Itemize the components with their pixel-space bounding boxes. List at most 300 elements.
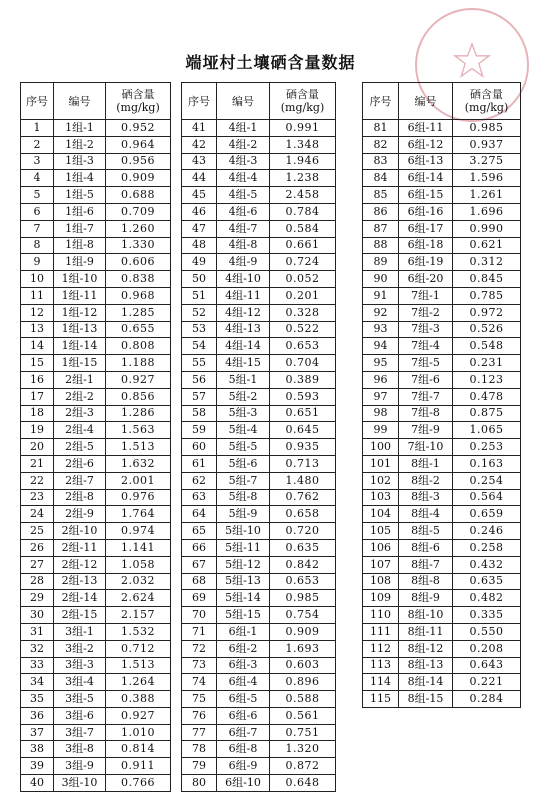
seq-cell: 30 [21, 607, 54, 624]
value-cell: 0.688 [106, 187, 171, 204]
value-cell: 1.330 [106, 237, 171, 254]
code-cell: 6组-16 [399, 203, 453, 220]
seq-cell: 89 [363, 254, 399, 271]
code-cell: 6组-19 [399, 254, 453, 271]
table-row [182, 338, 336, 355]
code-cell: 6组-7 [217, 724, 270, 741]
seq-cell: 59 [182, 422, 217, 439]
table-row [182, 203, 336, 220]
header-unit: (mg/kg) [464, 101, 509, 114]
code-cell: 2组-7 [54, 472, 106, 489]
table-row [21, 287, 171, 304]
table-row [182, 455, 336, 472]
seq-cell: 81 [363, 120, 399, 137]
table-row [21, 136, 171, 153]
seq-cell: 47 [182, 220, 217, 237]
value-cell: 1.261 [453, 187, 521, 204]
value-cell: 0.335 [453, 607, 521, 624]
seq-cell: 62 [182, 472, 217, 489]
value-cell: 0.659 [453, 506, 521, 523]
code-cell: 5组-11 [217, 539, 270, 556]
table-row [21, 187, 171, 204]
table-row [182, 707, 336, 724]
value-cell: 0.653 [270, 338, 336, 355]
code-cell: 2组-10 [54, 523, 106, 540]
code-cell: 4组-12 [217, 304, 270, 321]
value-cell: 1.513 [106, 439, 171, 456]
code-cell: 2组-1 [54, 371, 106, 388]
seq-cell: 5 [21, 187, 54, 204]
value-cell: 0.909 [106, 170, 171, 187]
code-cell: 5组-2 [217, 388, 270, 405]
selenium-table-3 [362, 82, 521, 708]
code-cell: 2组-5 [54, 439, 106, 456]
value-cell: 0.548 [453, 338, 521, 355]
code-cell: 6组-3 [217, 657, 270, 674]
value-cell: 0.635 [453, 573, 521, 590]
seq-cell: 52 [182, 304, 217, 321]
code-cell: 5组-3 [217, 405, 270, 422]
seq-cell: 98 [363, 405, 399, 422]
code-cell: 7组-1 [399, 287, 453, 304]
value-cell: 0.713 [270, 455, 336, 472]
table-row [182, 136, 336, 153]
seq-cell: 32 [21, 640, 54, 657]
code-cell: 1组-1 [54, 120, 106, 137]
code-cell: 7组-2 [399, 304, 453, 321]
seq-cell: 94 [363, 338, 399, 355]
seq-cell: 73 [182, 657, 217, 674]
code-cell: 7组-6 [399, 371, 453, 388]
table-row [363, 607, 521, 624]
value-cell: 2.157 [106, 607, 171, 624]
table-row [21, 304, 171, 321]
table-row [182, 506, 336, 523]
table-row [182, 304, 336, 321]
code-cell: 6组-5 [217, 691, 270, 708]
table-row [21, 220, 171, 237]
table-row [182, 556, 336, 573]
value-cell: 0.388 [106, 691, 171, 708]
seq-cell: 12 [21, 304, 54, 321]
value-cell: 0.784 [270, 203, 336, 220]
code-cell: 3组-6 [54, 707, 106, 724]
code-cell: 8组-5 [399, 523, 453, 540]
table-row [363, 506, 521, 523]
table-row [21, 405, 171, 422]
seq-cell: 11 [21, 287, 54, 304]
seq-cell: 93 [363, 321, 399, 338]
value-cell: 0.052 [270, 271, 336, 288]
document-title: 端垭村土壤硒含量数据 [185, 53, 356, 72]
code-cell: 6组-6 [217, 707, 270, 724]
table-row [21, 321, 171, 338]
seq-cell: 25 [21, 523, 54, 540]
code-cell: 7组-7 [399, 388, 453, 405]
code-cell: 2组-13 [54, 573, 106, 590]
seq-cell: 39 [21, 758, 54, 775]
table-row [363, 203, 521, 220]
seq-cell: 71 [182, 623, 217, 640]
table-row [21, 355, 171, 372]
seq-cell: 23 [21, 489, 54, 506]
value-cell: 0.968 [106, 287, 171, 304]
value-cell: 0.964 [106, 136, 171, 153]
value-cell: 0.522 [270, 321, 336, 338]
code-cell: 2组-2 [54, 388, 106, 405]
code-cell: 4组-3 [217, 153, 270, 170]
seq-cell: 10 [21, 271, 54, 288]
seq-cell: 63 [182, 489, 217, 506]
value-cell: 0.785 [453, 287, 521, 304]
seq-cell: 64 [182, 506, 217, 523]
value-cell: 1.764 [106, 506, 171, 523]
code-cell: 6组-14 [399, 170, 453, 187]
value-cell: 0.648 [270, 775, 336, 792]
seq-cell: 87 [363, 220, 399, 237]
seq-cell: 70 [182, 607, 217, 624]
code-cell: 4组-7 [217, 220, 270, 237]
seq-cell: 85 [363, 187, 399, 204]
table-row [182, 254, 336, 271]
value-cell: 0.221 [453, 674, 521, 691]
table-row [363, 187, 521, 204]
code-cell: 8组-11 [399, 623, 453, 640]
seq-cell: 96 [363, 371, 399, 388]
value-cell: 0.845 [453, 271, 521, 288]
seq-cell: 49 [182, 254, 217, 271]
table-row [182, 187, 336, 204]
table-row [21, 707, 171, 724]
table-row [363, 539, 521, 556]
header-code: 编号 [54, 83, 106, 120]
value-cell: 0.564 [453, 489, 521, 506]
value-cell: 0.163 [453, 455, 521, 472]
value-cell: 1.320 [270, 741, 336, 758]
seq-cell: 40 [21, 775, 54, 792]
value-cell: 0.432 [453, 556, 521, 573]
seq-cell: 76 [182, 707, 217, 724]
code-cell: 2组-8 [54, 489, 106, 506]
value-cell: 0.254 [453, 472, 521, 489]
value-cell: 0.643 [453, 657, 521, 674]
table-row [21, 489, 171, 506]
seq-cell: 61 [182, 455, 217, 472]
value-cell: 0.584 [270, 220, 336, 237]
value-cell: 0.550 [453, 623, 521, 640]
seq-cell: 78 [182, 741, 217, 758]
seq-cell: 1 [21, 120, 54, 137]
seq-cell: 75 [182, 691, 217, 708]
table-row [363, 136, 521, 153]
value-cell: 0.712 [106, 640, 171, 657]
seq-cell: 36 [21, 707, 54, 724]
value-cell: 1.058 [106, 556, 171, 573]
code-cell: 5组-8 [217, 489, 270, 506]
seq-cell: 74 [182, 674, 217, 691]
seq-cell: 66 [182, 539, 217, 556]
seq-cell: 41 [182, 120, 217, 137]
table-row [21, 422, 171, 439]
header-value [270, 83, 336, 120]
code-cell: 8组-14 [399, 674, 453, 691]
value-cell: 0.231 [453, 355, 521, 372]
code-cell: 5组-1 [217, 371, 270, 388]
value-cell: 0.201 [270, 287, 336, 304]
seq-cell: 104 [363, 506, 399, 523]
table-row [182, 607, 336, 624]
code-cell: 6组-12 [399, 136, 453, 153]
seq-cell: 13 [21, 321, 54, 338]
seq-cell: 114 [363, 674, 399, 691]
seq-cell: 92 [363, 304, 399, 321]
table-row [21, 455, 171, 472]
value-cell: 0.328 [270, 304, 336, 321]
code-cell: 4组-2 [217, 136, 270, 153]
seq-cell: 113 [363, 657, 399, 674]
header-code: 编号 [217, 83, 270, 120]
code-cell: 1组-8 [54, 237, 106, 254]
seq-cell: 111 [363, 623, 399, 640]
table-row [182, 775, 336, 792]
value-cell: 1.141 [106, 539, 171, 556]
table-row [182, 523, 336, 540]
seq-cell: 100 [363, 439, 399, 456]
table-row [363, 405, 521, 422]
value-cell: 0.972 [453, 304, 521, 321]
code-cell: 3组-8 [54, 741, 106, 758]
code-cell: 8组-9 [399, 590, 453, 607]
seq-cell: 79 [182, 758, 217, 775]
seq-cell: 54 [182, 338, 217, 355]
value-cell: 0.208 [453, 640, 521, 657]
value-cell: 0.603 [270, 657, 336, 674]
seq-cell: 82 [363, 136, 399, 153]
value-cell: 0.842 [270, 556, 336, 573]
table-row [182, 724, 336, 741]
table-row [21, 472, 171, 489]
code-cell: 2组-14 [54, 590, 106, 607]
table-row [182, 153, 336, 170]
table-row [182, 691, 336, 708]
table-row [363, 371, 521, 388]
header-value-label: 硒含量 [121, 88, 155, 101]
value-cell: 0.561 [270, 707, 336, 724]
code-cell: 4组-14 [217, 338, 270, 355]
value-cell: 0.937 [453, 136, 521, 153]
value-cell: 1.260 [106, 220, 171, 237]
seq-cell: 45 [182, 187, 217, 204]
table-row [363, 388, 521, 405]
table-row [182, 472, 336, 489]
table-row [182, 623, 336, 640]
code-cell: 5组-7 [217, 472, 270, 489]
table-row [363, 455, 521, 472]
value-cell: 0.655 [106, 321, 171, 338]
seq-cell: 16 [21, 371, 54, 388]
seq-cell: 20 [21, 439, 54, 456]
seq-cell: 80 [182, 775, 217, 792]
value-cell: 0.661 [270, 237, 336, 254]
value-cell: 0.588 [270, 691, 336, 708]
seq-cell: 44 [182, 170, 217, 187]
table-row [363, 170, 521, 187]
selenium-table-1 [20, 82, 171, 792]
seq-cell: 48 [182, 237, 217, 254]
table-row [363, 271, 521, 288]
table-row [182, 170, 336, 187]
seq-cell: 57 [182, 388, 217, 405]
table-row [182, 590, 336, 607]
value-cell: 2.001 [106, 472, 171, 489]
value-cell: 1.480 [270, 472, 336, 489]
table-row [182, 388, 336, 405]
code-cell: 6组-10 [217, 775, 270, 792]
seq-cell: 4 [21, 170, 54, 187]
code-cell: 5组-4 [217, 422, 270, 439]
value-cell: 0.258 [453, 539, 521, 556]
table-row [182, 674, 336, 691]
value-cell: 2.032 [106, 573, 171, 590]
value-cell: 1.513 [106, 657, 171, 674]
seq-cell: 33 [21, 657, 54, 674]
seq-cell: 90 [363, 271, 399, 288]
table-row [21, 623, 171, 640]
value-cell: 0.751 [270, 724, 336, 741]
value-cell: 0.875 [453, 405, 521, 422]
value-cell: 0.720 [270, 523, 336, 540]
code-cell: 8组-1 [399, 455, 453, 472]
code-cell: 1组-12 [54, 304, 106, 321]
value-cell: 1.532 [106, 623, 171, 640]
table-row [182, 237, 336, 254]
value-cell: 0.762 [270, 489, 336, 506]
code-cell: 4组-10 [217, 271, 270, 288]
code-cell: 3组-3 [54, 657, 106, 674]
value-cell: 0.645 [270, 422, 336, 439]
code-cell: 6组-20 [399, 271, 453, 288]
code-cell: 8组-3 [399, 489, 453, 506]
code-cell: 1组-11 [54, 287, 106, 304]
table-row [21, 775, 171, 792]
value-cell: 1.010 [106, 724, 171, 741]
seq-cell: 29 [21, 590, 54, 607]
table-row [21, 691, 171, 708]
value-cell: 0.927 [106, 371, 171, 388]
seq-cell: 38 [21, 741, 54, 758]
code-cell: 5组-15 [217, 607, 270, 624]
table-row [363, 338, 521, 355]
table-row [21, 758, 171, 775]
code-cell: 8组-7 [399, 556, 453, 573]
code-cell: 2组-12 [54, 556, 106, 573]
value-cell: 0.635 [270, 539, 336, 556]
seq-cell: 18 [21, 405, 54, 422]
code-cell: 3组-7 [54, 724, 106, 741]
code-cell: 5组-12 [217, 556, 270, 573]
code-cell: 4组-5 [217, 187, 270, 204]
seq-cell: 112 [363, 640, 399, 657]
table-row [363, 523, 521, 540]
seq-cell: 3 [21, 153, 54, 170]
seq-cell: 72 [182, 640, 217, 657]
table-row [363, 254, 521, 271]
code-cell: 6组-13 [399, 153, 453, 170]
value-cell: 0.909 [270, 623, 336, 640]
seq-cell: 53 [182, 321, 217, 338]
table-row [182, 573, 336, 590]
value-cell: 0.651 [270, 405, 336, 422]
seq-cell: 103 [363, 489, 399, 506]
table-row [182, 271, 336, 288]
seq-cell: 106 [363, 539, 399, 556]
seq-cell: 56 [182, 371, 217, 388]
value-cell: 1.285 [106, 304, 171, 321]
code-cell: 4组-6 [217, 203, 270, 220]
seq-cell: 42 [182, 136, 217, 153]
table-row [182, 405, 336, 422]
code-cell: 8组-4 [399, 506, 453, 523]
table-row [21, 439, 171, 456]
table-row [21, 371, 171, 388]
seq-cell: 26 [21, 539, 54, 556]
seq-cell: 27 [21, 556, 54, 573]
header-unit: (mg/kg) [116, 101, 160, 114]
table-row [363, 321, 521, 338]
table-row [363, 573, 521, 590]
code-cell: 6组-1 [217, 623, 270, 640]
table-row [363, 422, 521, 439]
table-row [182, 657, 336, 674]
header-seq: 序号 [363, 83, 399, 120]
table-row [363, 304, 521, 321]
seal-star-icon [453, 42, 491, 80]
table-row [182, 321, 336, 338]
table-row [182, 741, 336, 758]
seq-cell: 83 [363, 153, 399, 170]
table-row [182, 439, 336, 456]
seq-cell: 8 [21, 237, 54, 254]
code-cell: 6组-9 [217, 758, 270, 775]
value-cell: 0.526 [453, 321, 521, 338]
seq-cell: 97 [363, 388, 399, 405]
seq-cell: 21 [21, 455, 54, 472]
code-cell: 8组-6 [399, 539, 453, 556]
code-cell: 1组-3 [54, 153, 106, 170]
value-cell: 0.312 [453, 254, 521, 271]
code-cell: 8组-13 [399, 657, 453, 674]
value-cell: 1.693 [270, 640, 336, 657]
value-cell: 1.596 [453, 170, 521, 187]
value-cell: 2.624 [106, 590, 171, 607]
seq-cell: 110 [363, 607, 399, 624]
value-cell: 0.956 [106, 153, 171, 170]
seq-cell: 17 [21, 388, 54, 405]
table-row [363, 355, 521, 372]
table-row [21, 741, 171, 758]
code-cell: 2组-3 [54, 405, 106, 422]
code-cell: 2组-15 [54, 607, 106, 624]
code-cell: 7组-8 [399, 405, 453, 422]
value-cell: 0.606 [106, 254, 171, 271]
table-row [182, 758, 336, 775]
value-cell: 0.754 [270, 607, 336, 624]
table-row [182, 422, 336, 439]
code-cell: 3组-1 [54, 623, 106, 640]
table-row [21, 640, 171, 657]
code-cell: 4组-8 [217, 237, 270, 254]
table-row [21, 237, 171, 254]
